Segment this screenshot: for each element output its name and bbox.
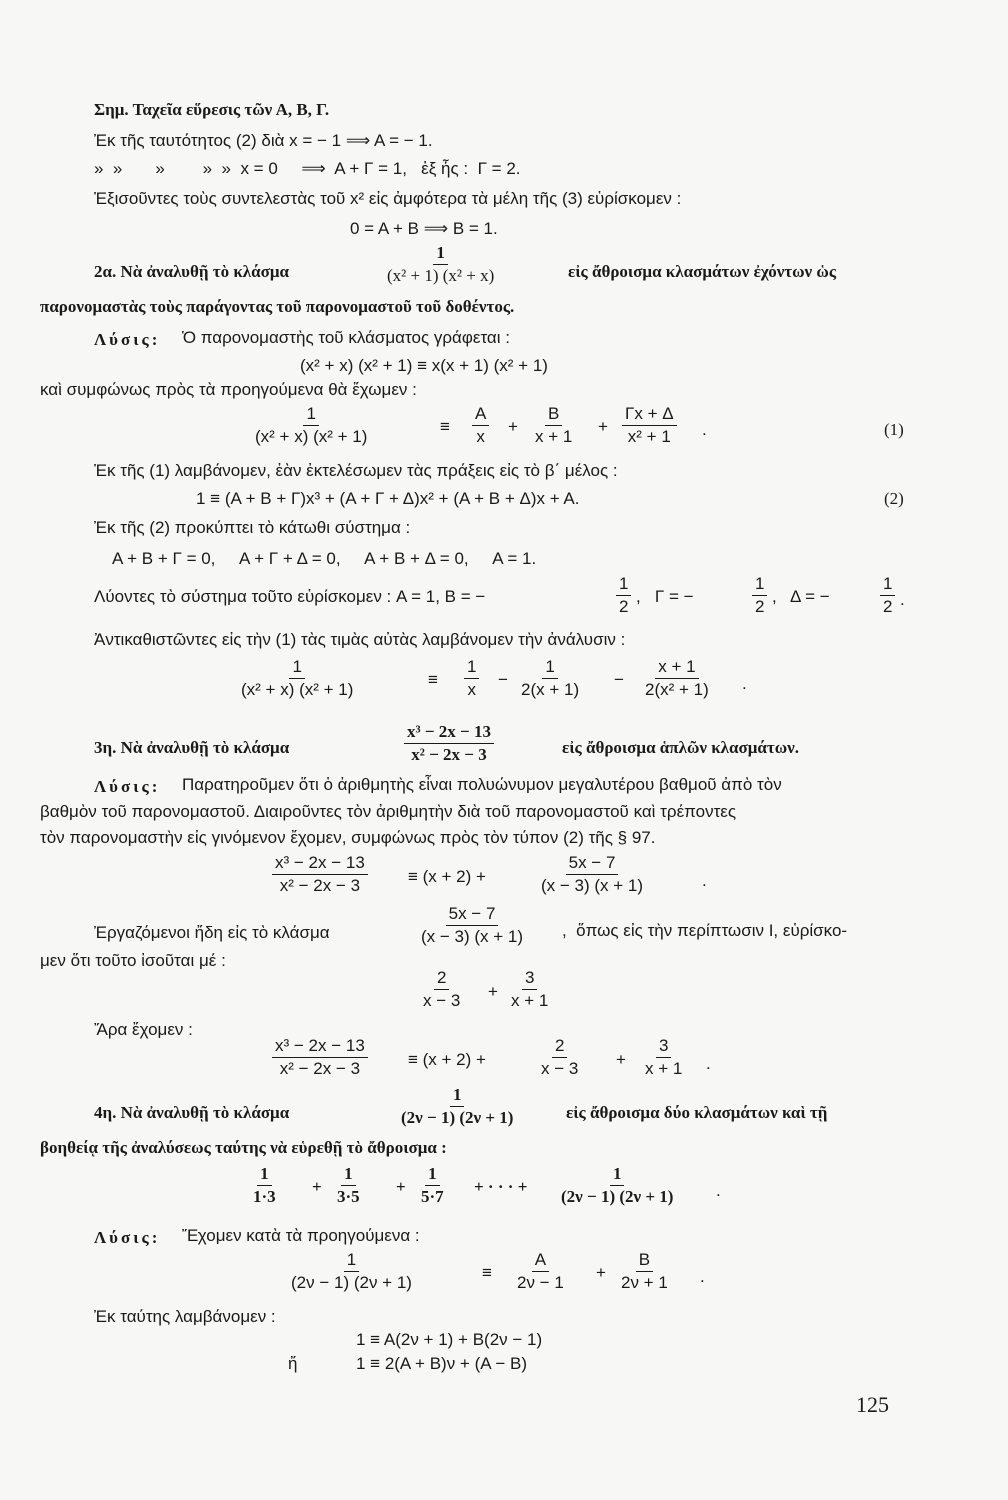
numerator: x + 1 [655, 657, 698, 679]
eq1-fraction-4 [622, 404, 677, 447]
period: . [700, 1267, 705, 1286]
denominator: (x − 3) (x + 1) [541, 876, 644, 895]
numerator: 1 [341, 1164, 356, 1186]
eqC-fraction-1 [272, 1036, 368, 1079]
period: . [742, 674, 747, 693]
denominator: 5·7 [421, 1187, 444, 1206]
denominator: (2ν − 1) (2ν + 1) [561, 1187, 674, 1206]
eq1-fraction-3 [532, 404, 575, 447]
lysis-label: Λύσις: [94, 777, 161, 796]
plus-sign: + [508, 417, 518, 436]
lysis-label: Λύσις: [94, 1228, 161, 1247]
denominator: x² + 1 [627, 427, 671, 446]
denominator: (x² + x) (x² + 1) [241, 680, 354, 699]
problem-4-rest: εἰς ἄθροισμα δύο κλασμάτων καὶ τῇ [566, 1103, 828, 1122]
note-line-3: Ἐξισοῦντες τοὺς συντελεστὰς τοῦ x² εἰς ἀμφότερα τὰ μέλη τῆς (3) εὑρίσκομεν : [94, 189, 682, 208]
denominator: (2ν − 1) (2ν + 1) [291, 1273, 412, 1292]
plus-sign: + [312, 1177, 322, 1196]
fraction-numerator: x³ − 2x − 13 [404, 722, 494, 744]
solution-line: καὶ συμφώνως πρὸς τὰ προηγούμενα θὰ ἔχωμεν : [40, 380, 417, 399]
eqB-fraction-2 [508, 968, 551, 1011]
problem-4-line-2: βοηθείᾳ τῆς ἀναλύσεως ταύτης νὰ εὑρεθῇ τὸ ἄθροισμα : [40, 1138, 447, 1157]
equiv-sign: ≡ [482, 1263, 492, 1282]
identity-line: 1 ≡ (A + B + Γ)x³ + (A + Γ + Δ)x² + (A + B + Δ)x + A. [196, 489, 580, 508]
fraction-numerator: 1 [433, 243, 448, 265]
problem-3-fraction [404, 722, 494, 765]
eq1-fraction-1 [252, 404, 370, 447]
half-fraction [880, 574, 895, 617]
system-line: A + B + Γ = 0, A + Γ + Δ = 0, A + B + Δ = 0, A = 1. [112, 549, 537, 568]
sum-term-2 [334, 1164, 363, 1207]
eq2-fraction-4 [642, 657, 712, 700]
period: . [900, 590, 905, 609]
denominator: x [467, 680, 476, 699]
solution-line: , ὅπως εἰς τὴν περίπτωσιν Ι, εὑρίσκο- [562, 921, 848, 940]
note-line-2: » » » » » x = 0 ⟹ A + Γ = 1, ἐξ ἧς : Γ = 2. [94, 159, 521, 178]
numerator: 1 [464, 657, 479, 679]
half-fraction [616, 574, 631, 617]
eqA-fraction-1 [272, 853, 368, 896]
period: . [702, 871, 707, 890]
denominator: (x − 3) (x + 1) [421, 927, 524, 946]
solution-line: Ἐκ τῆς (1) λαμβάνομεν, ἐὰν ἐκτελέσωμεν τὰς πράξεις εἰς τὸ β΄ μέλος : [94, 461, 618, 480]
plus-sign: + [596, 1263, 606, 1282]
denominator: x [476, 427, 485, 446]
problem-2a-rest: εἰς ἄθροισμα κλασμάτων ἐχόντων ὡς [568, 262, 836, 281]
denominator: 2(x² + 1) [645, 680, 709, 699]
quotient-part: ≡ (x + 2) + [408, 867, 486, 886]
denominator: x − 3 [541, 1059, 579, 1078]
problem-2a-label: 2α. Νὰ ἀναλυθῇ τὸ κλάσμα [94, 262, 290, 281]
equiv-sign: ≡ [428, 670, 438, 689]
problem-2a-fraction [384, 243, 497, 286]
equiv-sign: ≡ [440, 417, 450, 436]
numerator: 1 [752, 574, 767, 596]
identity-line: 1 ≡ 2(A + B)ν + (A − B) [356, 1354, 528, 1373]
eq4-fraction-3 [618, 1250, 671, 1293]
solution-line: Ἄρα ἔχομεν : [94, 1020, 193, 1039]
lysis-label: Λύσις: [94, 330, 161, 349]
fraction-denominator: x² − 2x − 3 [411, 745, 487, 764]
note-line-1: Ἐκ τῆς ταυτότητος (2) διὰ x = − 1 ⟹ A = − 1. [94, 131, 433, 150]
or-word: ἤ [288, 1354, 298, 1373]
page-number: 125 [856, 1392, 889, 1417]
note-heading: Σημ. Ταχεῖα εὕρεσις τῶν Α, Β, Γ. [94, 100, 330, 119]
minus-sign: − [498, 670, 508, 689]
minus-sign: − [614, 670, 624, 689]
equation-tag-1: (1) [884, 420, 904, 439]
delta-label: , Δ = − [772, 587, 830, 606]
solution-line: Λύοντες τὸ σύστημα τοῦτο εὑρίσκομεν : A = 1, B = − [94, 587, 486, 606]
denominator: 1·3 [253, 1187, 276, 1206]
fraction-denominator: (2ν − 1) (2ν + 1) [401, 1108, 514, 1127]
eq2-fraction-1 [238, 657, 356, 700]
numerator: 1 [880, 574, 895, 596]
eq4-fraction-2 [514, 1250, 567, 1293]
plus-sign: + [396, 1177, 406, 1196]
period: . [706, 1054, 711, 1073]
period: . [716, 1181, 721, 1200]
eq4-fraction-1 [288, 1250, 415, 1293]
period: . [702, 420, 707, 439]
denominator: 2 [755, 597, 765, 616]
numerator: 1 [616, 574, 631, 596]
solution-line: βαθμὸν τοῦ παρονομαστοῦ. Διαιροῦντες τὸν ἀριθμητὴν διὰ τοῦ παρονομαστοῦ καὶ τρέποντες [40, 802, 737, 821]
numerator: 1 [542, 657, 557, 679]
denominator: 2ν − 1 [517, 1273, 564, 1292]
inline-fraction [418, 904, 526, 947]
numerator: 1 [289, 657, 304, 679]
problem-3-label: 3η. Νὰ ἀναλυθῇ τὸ κλάσμα [94, 738, 290, 757]
denominator: x + 1 [645, 1059, 683, 1078]
gamma-label: , Γ = − [636, 587, 694, 606]
numerator: B [545, 404, 562, 426]
denominator: x + 1 [511, 991, 549, 1010]
sum-term-3 [418, 1164, 447, 1207]
numerator: 2 [434, 968, 449, 990]
numerator: 1 [257, 1164, 272, 1186]
numerator: A [532, 1250, 549, 1272]
solution-line: Ἐκ τῆς (2) προκύπτει τὸ κάτωθι σύστημα : [94, 518, 411, 537]
numerator: 1 [610, 1164, 625, 1186]
solution-line: Ἔχομεν κατὰ τὰ προηγούμενα : [182, 1226, 420, 1245]
eqB-fraction-1 [420, 968, 463, 1011]
denominator: x − 3 [423, 991, 461, 1010]
denominator: 2 [883, 597, 893, 616]
denominator: x² − 2x − 3 [279, 1059, 361, 1078]
problem-2a-line-2: παρονομαστὰς τοὺς παράγοντας τοῦ παρονομαστοῦ τοῦ δοθέντος. [40, 297, 515, 316]
solution-line: Ὁ παρονομαστὴς τοῦ κλάσματος γράφεται : [182, 328, 510, 347]
denominator: 2 [619, 597, 629, 616]
problem-4-label: 4η. Νὰ ἀναλυθῇ τὸ κλάσμα [94, 1103, 290, 1122]
numerator: 3 [656, 1036, 671, 1058]
denominator: (x² + x) (x² + 1) [255, 427, 368, 446]
plus-sign: + [616, 1050, 626, 1069]
numerator: Γx + Δ [622, 404, 677, 426]
numerator: A [472, 404, 489, 426]
note-line-4: 0 = A + B ⟹ B = 1. [350, 219, 498, 238]
solution-line: Ἐργαζόμενοι ἤδη εἰς τὸ κλάσμα [94, 923, 330, 942]
fraction-numerator: 1 [450, 1085, 465, 1107]
denominator: 2(x + 1) [521, 680, 580, 699]
numerator: 5x − 7 [446, 904, 499, 926]
ellipsis: + · · · + [474, 1177, 528, 1196]
solution-line: μεν ὅτι τοῦτο ἰσοῦται μέ : [40, 951, 226, 970]
denominator: 2ν + 1 [621, 1273, 668, 1292]
equation-tag-2: (2) [884, 489, 904, 508]
numerator: 1 [425, 1164, 440, 1186]
denominator: x + 1 [535, 427, 573, 446]
numerator: x³ − 2x − 13 [272, 1036, 368, 1058]
identity-line: 1 ≡ A(2ν + 1) + B(2ν − 1) [356, 1330, 543, 1349]
denominator: x² − 2x − 3 [279, 876, 361, 895]
quotient-part: ≡ (x + 2) + [408, 1050, 486, 1069]
numerator: 2 [552, 1036, 567, 1058]
fraction-denominator: (x² + 1) (x² + x) [387, 266, 495, 285]
eqA-fraction-2 [538, 853, 646, 896]
solution-line: (x² + x) (x² + 1) ≡ x(x + 1) (x² + 1) [300, 356, 548, 375]
eqC-fraction-2 [538, 1036, 581, 1079]
plus-sign: + [488, 982, 498, 1001]
eqC-fraction-3 [642, 1036, 685, 1079]
sum-term-last [558, 1164, 676, 1207]
numerator: 5x − 7 [566, 853, 619, 875]
half-fraction [752, 574, 767, 617]
solution-line: τὸν παρονομαστὴν εἰς γινόμενον ἔχομεν, συμφώνως πρὸς τὸν τύπον (2) τῆς § 97. [40, 828, 656, 847]
eq1-fraction-2 [472, 404, 489, 447]
sum-term-1 [250, 1164, 279, 1207]
eq2-fraction-2 [464, 657, 479, 700]
solution-line: Ἐκ ταύτης λαμβάνομεν : [94, 1307, 276, 1326]
numerator: 1 [303, 404, 318, 426]
solution-line: Παρατηροῦμεν ὅτι ὁ ἀριθμητὴς εἶναι πολυώνυμον μεγαλυτέρου βαθμοῦ ἀπὸ τὸν [182, 775, 782, 794]
numerator: 3 [522, 968, 537, 990]
numerator: 1 [344, 1250, 359, 1272]
numerator: B [636, 1250, 653, 1272]
problem-4-fraction [398, 1085, 516, 1128]
problem-3-rest: εἰς ἄθροισμα ἁπλῶν κλασμάτων. [562, 738, 799, 757]
numerator: x³ − 2x − 13 [272, 853, 368, 875]
plus-sign: + [598, 417, 608, 436]
solution-line: Ἀντικαθιστῶντες εἰς τὴν (1) τὰς τιμὰς αὐτὰς λαμβάνομεν τὴν ἀνάλυσιν : [94, 630, 626, 649]
denominator: 3·5 [337, 1187, 360, 1206]
eq2-fraction-3 [518, 657, 582, 700]
